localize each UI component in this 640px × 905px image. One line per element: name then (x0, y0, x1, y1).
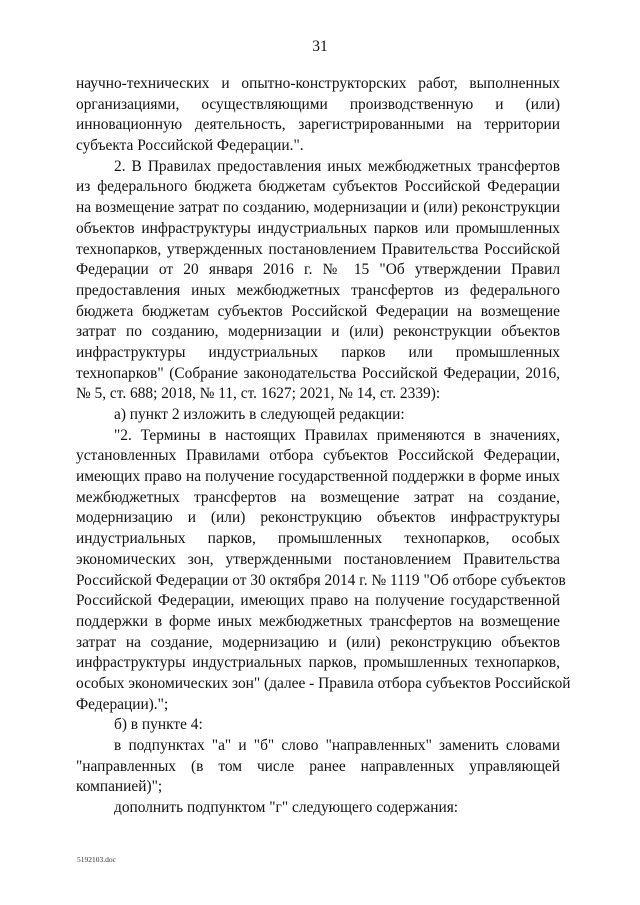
text-line: № 5, ст. 688; 2018, № 11, ст. 1627; 2021, № 14, ст. 2339): (76, 385, 441, 403)
text-line: затрат на создание, модернизацию и (или) реконструкцию объектов (76, 633, 560, 651)
text-line: экономических зон, утвержденными постановлением Правительства (76, 550, 560, 568)
text-line: модернизацию и (или) реконструкцию объектов инфраструктуры (76, 509, 560, 527)
page-number: 31 (312, 38, 328, 55)
text-line: а) пункт 2 изложить в следующей редакции: (114, 406, 405, 423)
text-line: "направленных (в том числе ранее направленных управляющей (76, 757, 560, 775)
text-line: компанией)"; (76, 778, 163, 796)
text-line: индустриальных парков, промышленных технопарков, особых (76, 530, 560, 548)
text-line: дополнить подпунктом "г" следующего содержания: (114, 799, 459, 817)
text-line: Федерации от 20 января 2016 г. № 15 "Об утверждении Правил (76, 261, 560, 279)
text-line: на возмещение затрат по созданию, модернизации и (или) реконструкции (76, 199, 560, 217)
text-line: в подпунктах "а" и "б" слово "направленных" заменить словами (114, 737, 560, 754)
text-line: имеющих право на получение государственной поддержки в форме иных (76, 468, 560, 486)
text-line: субъекта Российской Федерации.". (76, 137, 304, 155)
text-line: б) в пункте 4: (114, 716, 203, 734)
text-line: 2. В Правилах предоставления иных межбюджетных трансфертов (114, 157, 560, 175)
text-line: предоставления иных межбюджетных трансфертов из федерального (76, 281, 560, 299)
text-line: межбюджетных трансфертов на возмещение затрат на создание, (76, 488, 560, 506)
text-line: инновационную деятельность, зарегистрированными на территории (76, 116, 560, 134)
text-line: Российской Федерации, имеющих право на получение государственной (76, 592, 560, 610)
document-body (76, 74, 571, 819)
text-line: особых экономических зон" (далее - Правила отбора субъектов Российской (76, 674, 571, 692)
text-line: Федерации)."; (76, 695, 169, 713)
text-line: объектов инфраструктуры индустриальных парков или промышленных (76, 219, 560, 237)
footer-filename: 5192103.doc (77, 855, 116, 864)
text-line: "2. Термины в настоящих Правилах применяются в значениях, (114, 426, 560, 444)
text-line: инфраструктуры индустриальных парков, промышленных технопарков, (76, 654, 560, 672)
text-line: Российской Федерации от 30 октября 2014 г. № 1119 "Об отборе субъектов (76, 571, 566, 589)
text-line: технопарков, утвержденных постановлением Правительства Российской (76, 240, 560, 258)
text-line: инфраструктуры индустриальных парков или промышленных (76, 343, 560, 361)
text-line: научно-технических и опытно-конструкторских работ, выполненных (76, 75, 560, 92)
text-line: из федерального бюджета бюджетам субъектов Российской Федерации (76, 178, 560, 196)
text-line: затрат по созданию, модернизации и (или) реконструкции объектов (76, 323, 560, 341)
text-line: технопарков" (Собрание законодательства Российской Федерации, 2016, (76, 364, 560, 382)
text-line: бюджета бюджетам субъектов Российской Федерации на возмещение (76, 302, 560, 320)
text-line: установленных Правилами отбора субъектов Российской Федерации, (76, 447, 560, 465)
text-line: организациями, осуществляющими производственную и (или) (76, 95, 560, 113)
text-line: поддержки в форме иных межбюджетных трансфертов на возмещение (76, 612, 560, 630)
